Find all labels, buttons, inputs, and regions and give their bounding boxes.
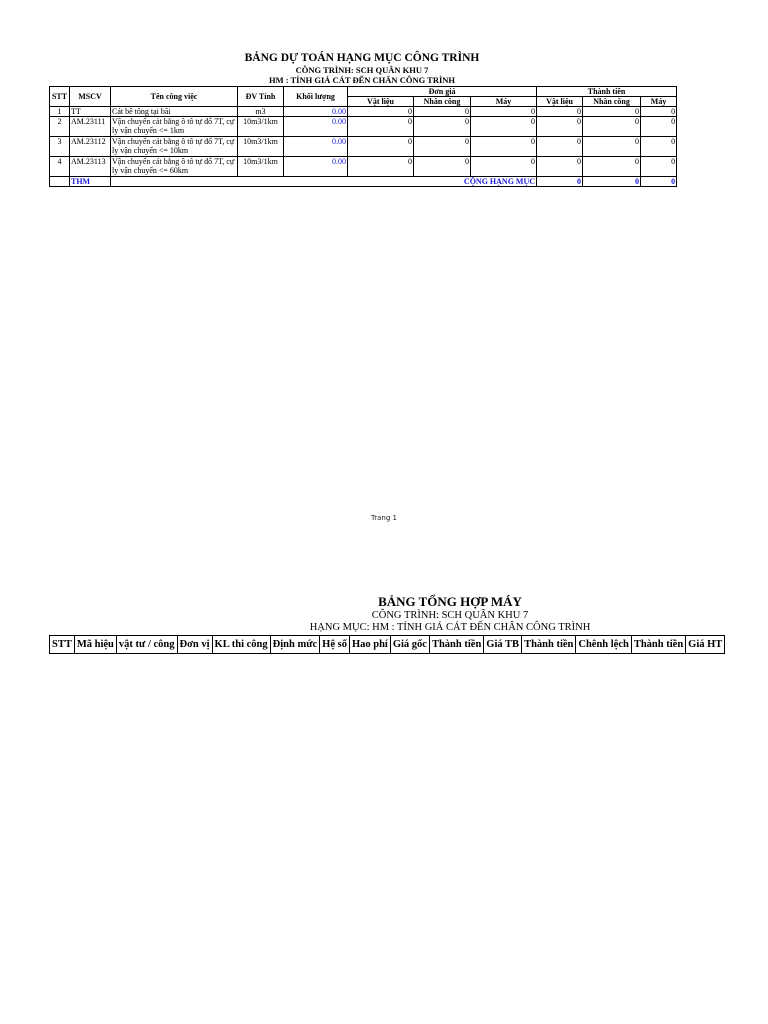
col-amount-labor: Nhân công xyxy=(583,97,641,107)
machine-summary-table xyxy=(49,635,725,654)
page-number: Trang 1 xyxy=(371,514,397,522)
cell-task-name: Vận chuyển cát bằng ô tô tự đổ 7T, cự ly vận chuyển <= 1km xyxy=(111,117,238,137)
table-row xyxy=(50,117,677,137)
cell-amount-material: 0 xyxy=(537,107,583,117)
cell-mscv: TT xyxy=(70,107,111,117)
table-row xyxy=(50,137,677,157)
cell-amount-material: 0 xyxy=(537,137,583,157)
cell-task-name: Cát bê tông tại bãi xyxy=(111,107,238,117)
cell-quantity: 0.00 xyxy=(284,157,348,177)
cell-price-machine: 0 xyxy=(471,137,537,157)
cell-price-labor: 0 xyxy=(414,157,471,177)
total-labor: 0 xyxy=(583,177,641,187)
col-coefficient: Hệ số xyxy=(320,636,350,654)
cell-stt: 1 xyxy=(50,107,70,117)
cell-quantity: 0.00 xyxy=(284,137,348,157)
cell-price-material: 0 xyxy=(348,157,414,177)
col-amount-2: Thành tiền xyxy=(522,636,576,654)
cell-unit: m3 xyxy=(238,107,284,117)
cell-quantity: 0.00 xyxy=(284,107,348,117)
col-task-name: Tên công việc xyxy=(111,87,238,107)
total-material: 0 xyxy=(537,177,583,187)
cell-unit: 10m3/1km xyxy=(238,137,284,157)
col-code: Mã hiệu xyxy=(74,636,116,654)
cell-price-material: 0 xyxy=(348,137,414,157)
cell-amount-labor: 0 xyxy=(583,107,641,117)
cell-mscv: AM.23113 xyxy=(70,157,111,177)
cell-stt: 3 xyxy=(50,137,70,157)
cell-amount-labor: 0 xyxy=(583,117,641,137)
col-amount-group: Thành tiền xyxy=(537,87,677,97)
cell-price-labor: 0 xyxy=(414,107,471,117)
cell-amount-material: 0 xyxy=(537,157,583,177)
col-stt: STT xyxy=(50,87,70,107)
col-construction-quantity: KL thi công xyxy=(212,636,270,654)
cell-stt: 4 xyxy=(50,157,70,177)
estimate-title: BẢNG DỰ TOÁN HẠNG MỤC CÔNG TRÌNH xyxy=(244,52,480,64)
cell-price-material: 0 xyxy=(348,107,414,117)
cell-unit: 10m3/1km xyxy=(238,157,284,177)
cell-empty xyxy=(50,177,70,187)
cell-amount-machine: 0 xyxy=(641,157,677,177)
cell-price-machine: 0 xyxy=(471,117,537,137)
cell-task-name: Vận chuyển cát bằng ô tô tự đổ 7T, cự ly vận chuyển <= 60km xyxy=(111,157,238,177)
work-item-name: HM : TÍNH GIÁ CÁT ĐẾN CHÂN CÔNG TRÌNH xyxy=(268,75,456,85)
cell-amount-machine: 0 xyxy=(641,117,677,137)
col-average-price: Giá TB xyxy=(484,636,522,654)
col-quantity: Khối lượng xyxy=(284,87,348,107)
col-base-price: Giá gốc xyxy=(390,636,429,654)
cell-quantity: 0.00 xyxy=(284,117,348,137)
project-name: CÔNG TRÌNH: SCH QUÂN KHU 7 xyxy=(295,65,429,75)
cell-amount-machine: 0 xyxy=(641,107,677,117)
col-stt: STT xyxy=(50,636,75,654)
cell-price-machine: 0 xyxy=(471,157,537,177)
col-price-labor: Nhân công xyxy=(414,97,471,107)
col-amount-1: Thành tiền xyxy=(429,636,483,654)
col-price-machine: Máy xyxy=(471,97,537,107)
cell-amount-labor: 0 xyxy=(583,157,641,177)
table-row xyxy=(50,157,677,177)
cell-task-name: Vận chuyển cát bằng ô tô tự đổ 7T, cự ly vận chuyển <= 10km xyxy=(111,137,238,157)
cell-price-machine: 0 xyxy=(471,107,537,117)
machine-project-name: CÔNG TRÌNH: SCH QUÂN KHU 7 xyxy=(371,610,529,621)
col-unit: ĐV Tính xyxy=(238,87,284,107)
col-price-material: Vật liệu xyxy=(348,97,414,107)
col-unit-price-group: Đơn giá xyxy=(348,87,537,97)
col-current-price: Giá HT xyxy=(686,636,725,654)
total-machine: 0 xyxy=(641,177,677,187)
cell-price-labor: 0 xyxy=(414,117,471,137)
cell-amount-labor: 0 xyxy=(583,137,641,157)
cell-mscv: AM.23112 xyxy=(70,137,111,157)
machine-summary-title: BẢNG TỔNG HỢP MÁY xyxy=(378,594,522,609)
table-row xyxy=(50,107,677,117)
cell-unit: 10m3/1km xyxy=(238,117,284,137)
total-code: THM xyxy=(70,177,111,187)
col-material-labor: vật tư / công xyxy=(116,636,177,654)
total-label: CỘNG HẠNG MỤC xyxy=(111,177,537,187)
cell-amount-material: 0 xyxy=(537,117,583,137)
total-row xyxy=(50,177,677,187)
cell-amount-machine: 0 xyxy=(641,137,677,157)
cell-mscv: AM.23111 xyxy=(70,117,111,137)
cell-price-material: 0 xyxy=(348,117,414,137)
col-difference: Chênh lệch xyxy=(576,636,631,654)
cell-stt: 2 xyxy=(50,117,70,137)
cell-price-labor: 0 xyxy=(414,137,471,157)
estimate-table xyxy=(49,86,677,187)
col-amount-3: Thành tiền xyxy=(631,636,685,654)
col-amount-machine: Máy xyxy=(641,97,677,107)
col-unit: Đơn vị xyxy=(177,636,212,654)
col-mscv: MSCV xyxy=(70,87,111,107)
col-amount-material: Vật liệu xyxy=(537,97,583,107)
col-norm: Định mức xyxy=(270,636,320,654)
col-consumption: Hao phí xyxy=(349,636,390,654)
machine-work-item-name: HẠNG MỤC: HM : TÍNH GIÁ CÁT ĐẾN CHÂN CÔNG TRÌNH xyxy=(309,622,591,633)
